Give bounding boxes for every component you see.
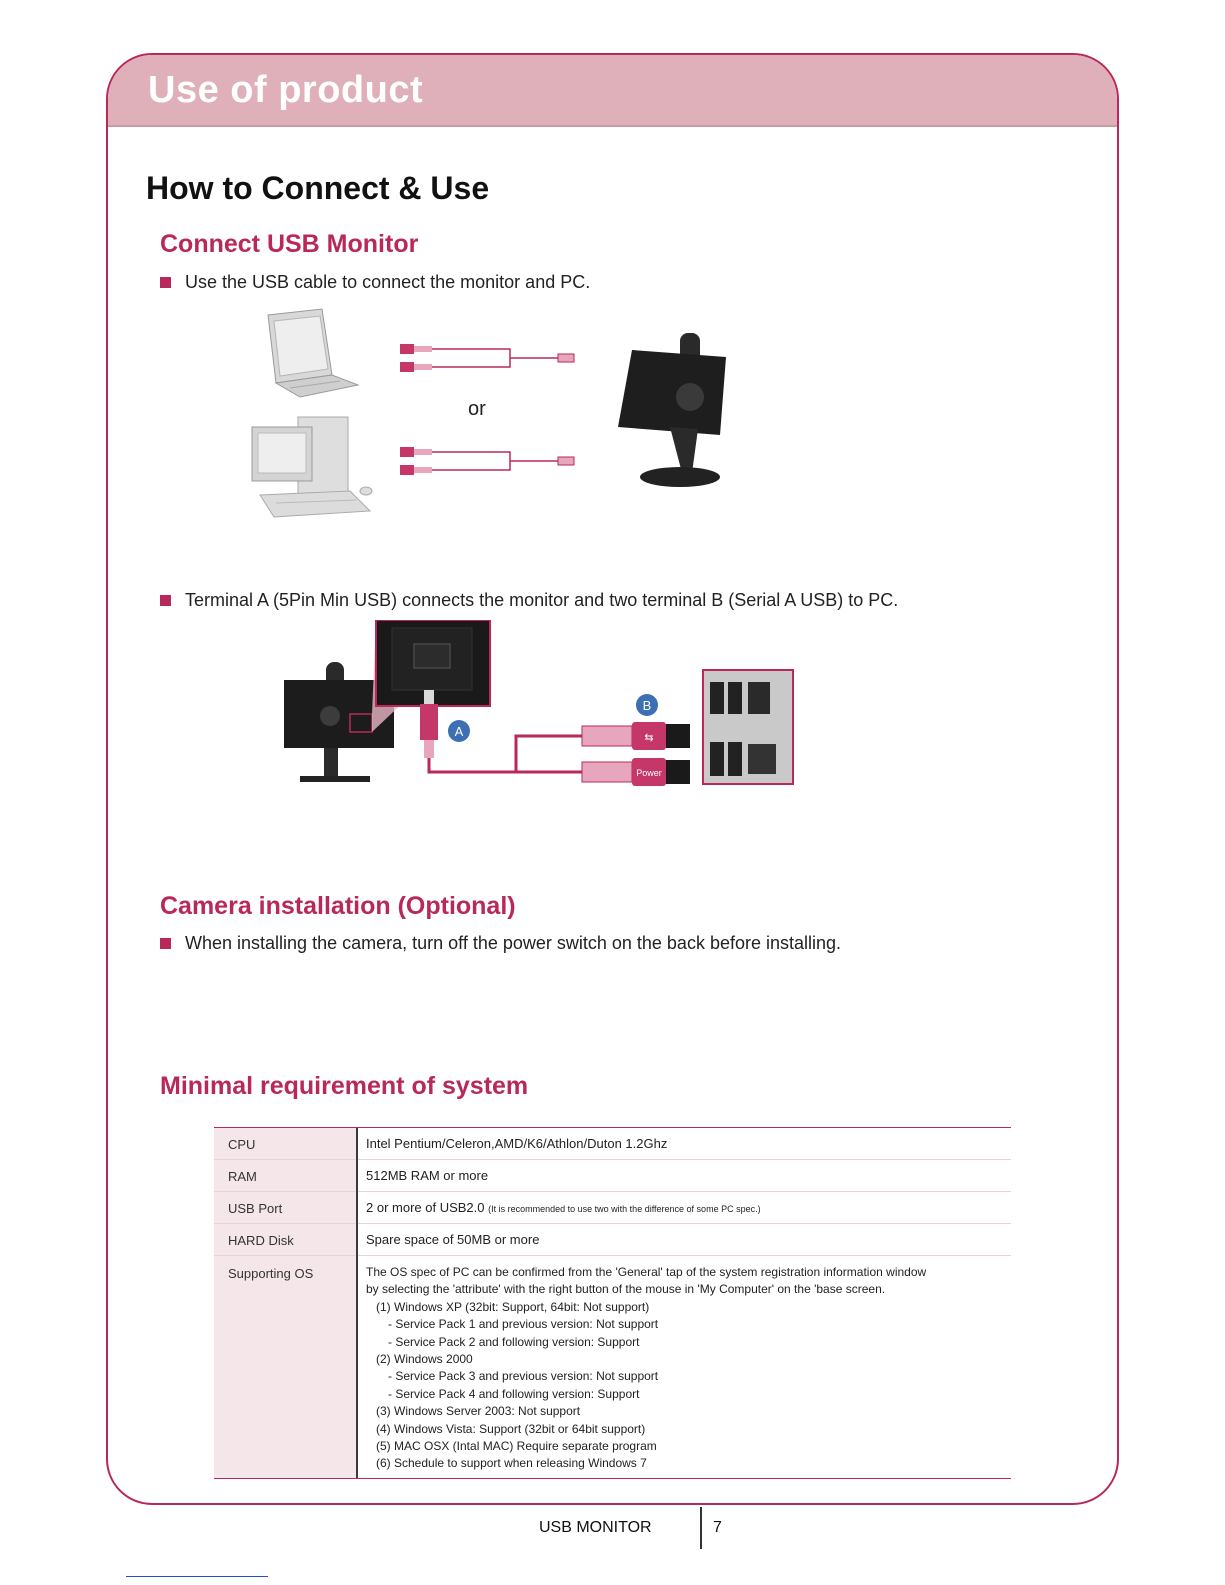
usb-monitor-icon (618, 333, 726, 487)
desktop-pc-icon (252, 417, 372, 517)
table-row (214, 1128, 1011, 1160)
pc-ports-panel (703, 670, 793, 784)
connect-bullet-2-text: Terminal A (5Pin Min USB) connects the monitor and two terminal B (Serial A USB) to PC. (185, 590, 899, 610)
section-banner (108, 55, 1117, 127)
table-divider (356, 1128, 358, 1478)
footer-link-underline (126, 1576, 268, 1577)
requirements-heading: Minimal requirement of system (160, 1072, 529, 1100)
banner-title: Use of product (148, 69, 424, 111)
table-row (214, 1224, 1011, 1256)
camera-bullet (160, 933, 841, 954)
usb-cable-bottom (400, 447, 574, 475)
os-line: (6) Schedule to support when releasing Windows 7 (376, 1456, 647, 1471)
or-label: or (468, 398, 486, 420)
table-row (214, 1160, 1011, 1192)
os-line: (2) Windows 2000 (376, 1352, 473, 1367)
row-note: (It is recommended to use two with the difference of some PC spec.) (488, 1204, 761, 1214)
connect-bullet-1-text: Use the USB cable to connect the monitor and PC. (185, 272, 591, 292)
row-label: Supporting OS (228, 1266, 314, 1281)
os-line: - Service Pack 1 and previous version: Not support (388, 1317, 659, 1332)
connect-bullet-2 (160, 590, 898, 611)
table-row (214, 1192, 1011, 1224)
connection-diagram-1 (240, 305, 740, 540)
row-label: USB Port (228, 1201, 283, 1216)
terminal-b-usb-plug (582, 722, 690, 750)
row-label: RAM (228, 1169, 257, 1184)
bullet-square-icon (160, 277, 171, 288)
page-number: 7 (713, 1519, 722, 1536)
label-a: A (454, 724, 464, 739)
os-line: by selecting the 'attribute' with the right button of the mouse in 'My Computer' on the 'base screen. (366, 1282, 886, 1297)
power-label: Power (636, 768, 662, 778)
footer-title: USB MONITOR (539, 1519, 652, 1536)
connect-bullet-1 (160, 272, 590, 293)
row-value-wrap (366, 1200, 761, 1215)
row-value: 512MB RAM or more (366, 1168, 489, 1183)
svg-text:⇆: ⇆ (644, 732, 654, 744)
laptop-icon (268, 309, 358, 397)
os-line: (4) Windows Vista: Support (32bit or 64bit support) (376, 1421, 646, 1436)
row-label: CPU (228, 1137, 256, 1152)
bullet-square-icon (160, 595, 171, 606)
row-value: Spare space of 50MB or more (366, 1232, 540, 1247)
usb-cable-top (400, 344, 574, 372)
camera-bullet-text: When installing the camera, turn off the power switch on the back before installing. (185, 933, 842, 953)
terminal-b-power-plug (582, 758, 690, 786)
os-line: (3) Windows Server 2003: Not support (376, 1404, 581, 1419)
connection-diagram-2 (280, 620, 800, 790)
os-line: (5) MAC OSX (Intal MAC) Require separate program (376, 1439, 657, 1454)
requirements-table (214, 1127, 1011, 1479)
footer-divider (700, 1507, 702, 1549)
row-value: Intel Pentium/Celeron,AMD/K6/Athlon/Duton 1.2Ghz (366, 1136, 668, 1151)
label-b: B (642, 698, 652, 713)
bullet-square-icon (160, 938, 171, 949)
connect-heading: Connect USB Monitor (160, 230, 419, 258)
row-label: HARD Disk (228, 1233, 294, 1248)
os-line: - Service Pack 3 and previous version: Not support (388, 1369, 659, 1384)
os-line: The OS spec of PC can be confirmed from the 'General' tap of the system registration information window (366, 1265, 927, 1279)
page-title: How to Connect & Use (146, 170, 490, 206)
table-row-os (214, 1256, 1011, 1480)
os-details (366, 1264, 926, 1473)
os-line: - Service Pack 2 and following version: Support (388, 1334, 640, 1349)
camera-heading: Camera installation (Optional) (160, 892, 516, 920)
row-value: 2 or more of USB2.0 (366, 1200, 485, 1215)
os-line: - Service Pack 4 and following version: Support (388, 1386, 640, 1401)
os-line: (1) Windows XP (32bit: Support, 64bit: Not support) (376, 1299, 650, 1314)
